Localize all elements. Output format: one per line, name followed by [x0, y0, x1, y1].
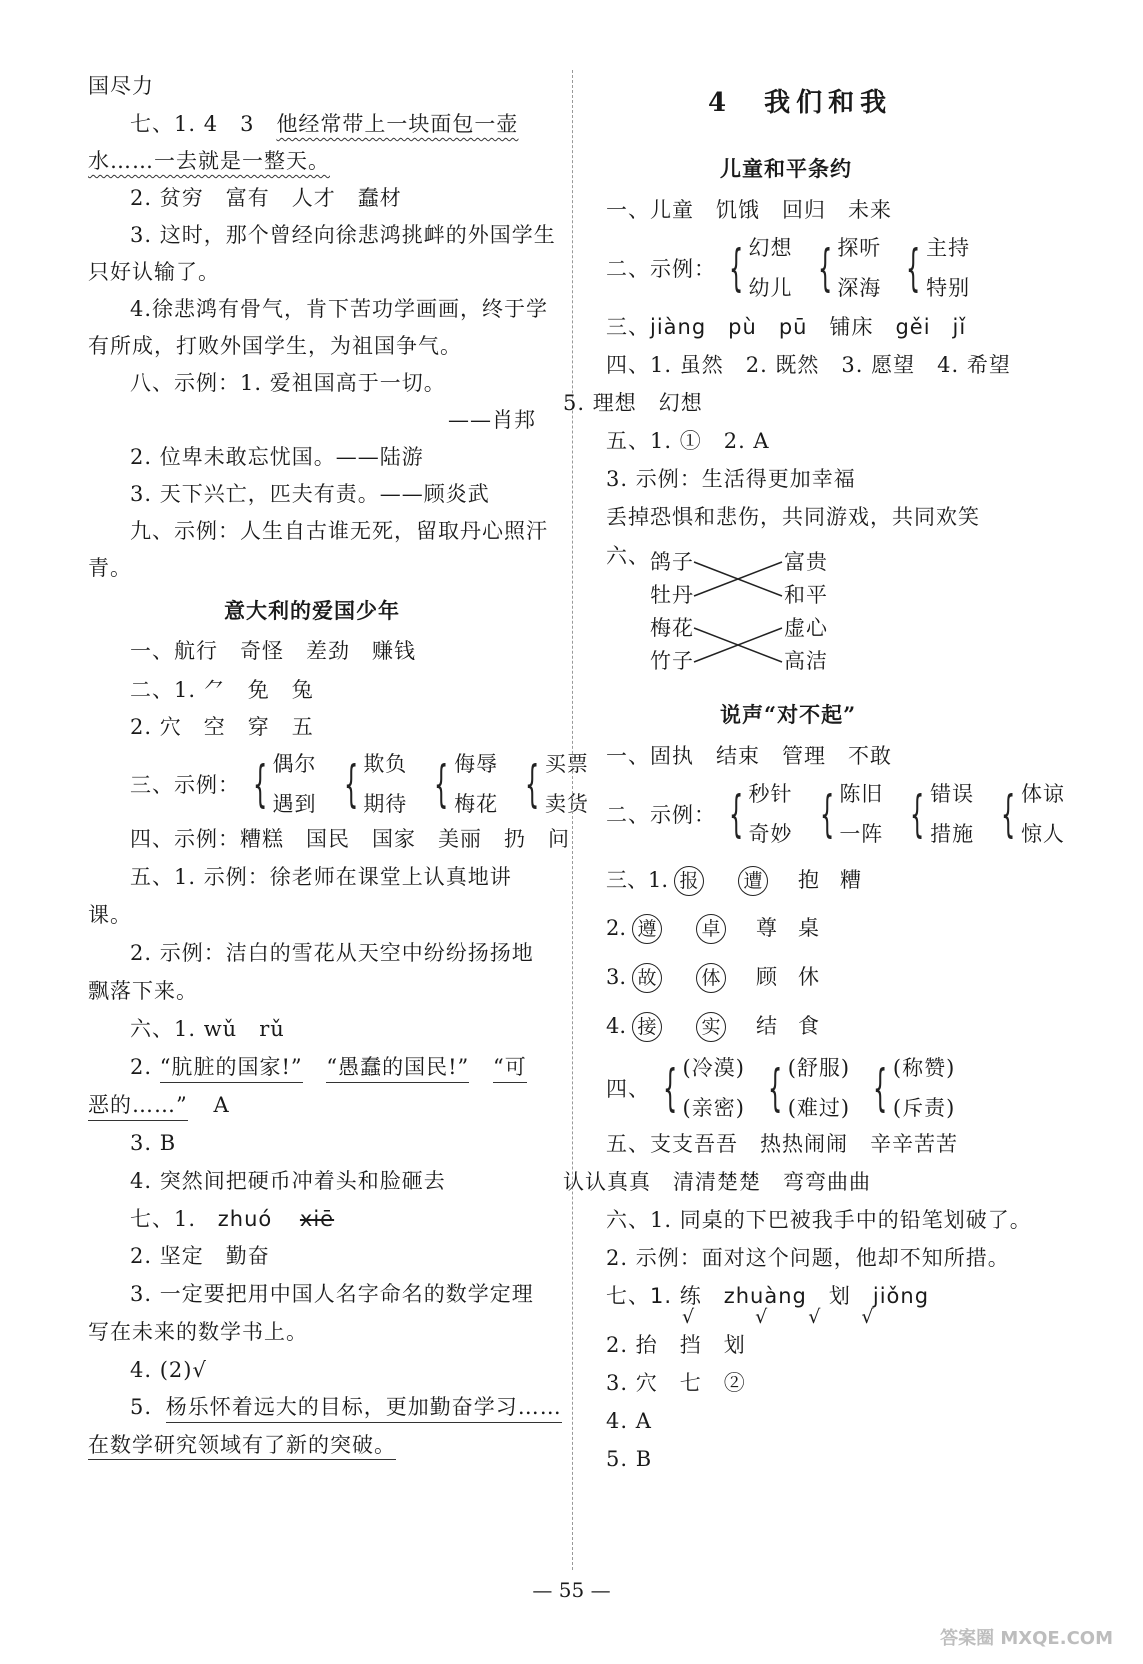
- pair-word: 体谅: [1020, 782, 1065, 806]
- watermark: 答案圈 MXQE.COM: [940, 1628, 1113, 1649]
- item-label: 三、1.: [606, 868, 669, 892]
- pair-word: 措施: [930, 822, 975, 846]
- underlined-text: 恶的……”: [88, 1093, 188, 1121]
- text-line: 七、1. 练 zhuàng 划 jiǒng: [606, 1284, 930, 1308]
- word-pair: [926, 228, 970, 308]
- column-divider: [572, 70, 573, 1570]
- word-pair: [788, 1048, 850, 1128]
- circled-character: 遭: [738, 866, 768, 896]
- word-pair: [1021, 774, 1065, 854]
- text-line: 认认真真 清清楚楚 弯弯曲曲: [563, 1170, 871, 1194]
- brace-group: [606, 774, 1087, 854]
- matching-word: 牡丹: [650, 583, 694, 607]
- text-line: 四、1. 虽然 2. 既然 3. 愿望 4. 希望: [606, 353, 1011, 377]
- text-line: 五、1. ① 2. A: [606, 429, 770, 453]
- text-span: A: [213, 1093, 230, 1117]
- text-line: [130, 1397, 562, 1418]
- section-title: 说声“对不起”: [720, 702, 857, 727]
- text-line: 5. B: [606, 1447, 653, 1471]
- text-line: 国尽力: [88, 74, 154, 98]
- word-pair: [930, 774, 974, 854]
- pair-word: 深海: [837, 276, 882, 300]
- word-pair: [273, 744, 317, 824]
- brace-icon: {: [728, 785, 744, 843]
- underlined-text: “肮脏的国家!”: [160, 1055, 303, 1083]
- brace-icon: {: [728, 239, 744, 297]
- section-title: 意大利的爱国少年: [224, 598, 400, 623]
- word-pair: [683, 1048, 745, 1128]
- text-line: 2. 示例：洁白的雪花从天空中纷纷扬扬地: [130, 941, 534, 965]
- text-line: 二、1. ⺈ 免 兔: [130, 678, 314, 702]
- text-span: 2.: [130, 1055, 153, 1079]
- item-label: 3.: [606, 965, 627, 989]
- word-pair: [363, 744, 407, 824]
- text-line: 九、示例：人生自古谁无死，留取丹心照汗: [130, 519, 548, 543]
- brace-icon: {: [525, 755, 540, 813]
- group-label: 二、示例：: [606, 257, 716, 281]
- text-line: [130, 114, 518, 135]
- matching-word: 虚心: [784, 616, 828, 640]
- unit-title: 4 我们和我: [708, 88, 893, 118]
- pair-word: 主持: [926, 236, 971, 260]
- page-number: — 55 —: [532, 1578, 611, 1602]
- text-line: 4.徐悲鸿有骨气，肯下苦功学画画，终于学: [130, 297, 549, 321]
- text-line: [130, 1209, 334, 1230]
- text-line: 3. 这时，那个曾经向徐悲鸿挑衅的外国学生: [130, 223, 556, 247]
- item-label: 2.: [606, 916, 627, 940]
- pair-word: 侮辱: [454, 752, 499, 776]
- text-line: 一、儿童 饥饿 回归 未来: [606, 198, 892, 222]
- text-line: 2. 坚定 勤奋: [130, 1244, 270, 1268]
- text-line: 课。: [88, 903, 132, 927]
- text-line: 3. B: [130, 1131, 177, 1155]
- brace-icon: {: [873, 1059, 888, 1117]
- pair-word: (冷漠): [682, 1056, 745, 1080]
- pair-word: 遇到: [272, 792, 317, 816]
- matching-label: 六、: [606, 544, 650, 568]
- matching-word: 高洁: [784, 649, 828, 673]
- pair-word: (称赞): [892, 1056, 956, 1080]
- brace-group: [606, 228, 990, 308]
- pair-word: 梅花: [454, 792, 499, 816]
- underlined-text: “愚蠢的国民!”: [326, 1055, 469, 1083]
- matching-word: 鸽子: [650, 550, 694, 574]
- text-line: 4. (2)√: [130, 1358, 207, 1382]
- brace-icon: {: [906, 239, 922, 297]
- pair-word: (舒服): [787, 1056, 851, 1080]
- text-line: 4. 突然间把硬币冲着头和脸砸去: [130, 1169, 446, 1193]
- pinyin-text: xiē: [299, 1207, 335, 1231]
- group-label: 三、示例：: [130, 773, 240, 797]
- text-line: 飘落下来。: [88, 979, 198, 1003]
- brace-icon: {: [1001, 785, 1016, 843]
- text-line: 2. 穴 空 穿 五: [130, 715, 314, 739]
- circled-character: 体: [696, 963, 726, 993]
- text-line: 只好认输了。: [88, 260, 220, 284]
- brace-icon: {: [343, 755, 359, 813]
- word-pair: [749, 228, 793, 308]
- text-line: 青。: [88, 556, 132, 580]
- attribution: ——肖邦: [448, 408, 536, 432]
- underlined-text: 在数学研究领域有了新的突破。: [88, 1435, 396, 1460]
- text-line: 五、1. 示例：徐老师在课堂上认真地讲: [130, 865, 512, 889]
- circled-character: 实: [696, 1012, 726, 1042]
- word-pair: [749, 774, 793, 854]
- text-line: 2. 位卑未敢忘忧国。——陆游: [130, 445, 424, 469]
- circled-character: 接: [632, 1012, 662, 1042]
- pinyin-text: zhuó: [217, 1207, 273, 1231]
- pair-word: 错误: [930, 782, 975, 806]
- text-line: [88, 1095, 230, 1116]
- text-span: 抱 糟: [798, 868, 862, 892]
- text-line: 五、支支吾吾 热热闹闹 辛辛苦苦: [606, 1132, 958, 1156]
- pair-word: 买票: [544, 752, 589, 776]
- word-pair: [893, 1048, 955, 1128]
- text-line: 一、航行 奇怪 差劲 赚钱: [130, 639, 416, 663]
- pair-word: 惊人: [1020, 822, 1065, 846]
- text-line: 5. 理想 幻想: [563, 391, 703, 415]
- pair-word: 探听: [837, 236, 882, 260]
- text-line: 2. 示例：面对这个问题，他却不知所措。: [606, 1246, 1010, 1270]
- pair-word: (亲密): [682, 1096, 745, 1120]
- circled-character: 卓: [696, 914, 726, 944]
- text-line: 2. 贫穷 富有 人才 蠢材: [130, 186, 402, 210]
- text-span: 七、1.: [130, 1207, 197, 1231]
- text-line: 三、jiàng pù pū 铺床 gěi jǐ: [606, 315, 967, 339]
- underlined-text: “可: [493, 1055, 527, 1083]
- brace-icon: {: [767, 1059, 783, 1117]
- pair-word: 幻想: [748, 236, 793, 260]
- pair-word: 期待: [363, 792, 408, 816]
- word-pair: [837, 228, 881, 308]
- circled-row: [606, 912, 819, 944]
- wavy-underlined-text: 水……一去就是一整天。: [88, 149, 330, 173]
- matching-word: 梅花: [650, 616, 694, 640]
- brace-icon: {: [910, 785, 926, 843]
- text-span: 顾 休: [756, 965, 820, 989]
- matching-word: 竹子: [650, 649, 694, 673]
- circled-row: [606, 1010, 819, 1042]
- matching-lines: [690, 548, 790, 678]
- text-span: 七、1. 4 3: [130, 112, 277, 136]
- text-line: 六、1. 同桌的下巴被我手中的铅笔划破了。: [606, 1208, 1032, 1232]
- circled-row: [606, 864, 861, 896]
- text-line: 一、固执 结束 管理 不敢: [606, 744, 892, 768]
- pair-word: 欺负: [363, 752, 408, 776]
- group-label: 四、: [606, 1077, 650, 1101]
- text-line: 3. 示例：生活得更加幸福: [606, 467, 856, 491]
- pair-word: 幼儿: [748, 276, 793, 300]
- item-label: 4.: [606, 1014, 627, 1038]
- brace-group: [130, 744, 611, 824]
- word-pair: [545, 744, 589, 824]
- matching-word: 和平: [784, 583, 828, 607]
- wavy-underlined-text: 他经常带上一块面包一壶: [276, 112, 519, 136]
- text-line: 写在未来的数学书上。: [88, 1320, 308, 1344]
- text-span: 尊 桌: [756, 916, 820, 940]
- brace-icon: {: [434, 755, 450, 813]
- tick-marks: √ √ √ √: [682, 1306, 875, 1328]
- pair-word: (斥责): [892, 1096, 956, 1120]
- brace-icon: {: [819, 785, 835, 843]
- text-line: 3. 一定要把用中国人名字命名的数学定理: [130, 1282, 534, 1306]
- circled-character: 报: [674, 866, 704, 896]
- section-title: 儿童和平条约: [720, 156, 852, 181]
- text-line: 四、示例：糟糕 国民 国家 美丽 扔 问: [130, 827, 570, 851]
- text-line: 八、示例：1. 爱祖国高于一切。: [130, 371, 446, 395]
- text-line: 3. 天下兴亡，匹夫有责。——顾炎武: [130, 482, 490, 506]
- pair-word: 一阵: [839, 822, 884, 846]
- text-line: 丢掉恐惧和悲伤，共同游戏，共同欢笑: [606, 505, 980, 529]
- text-line: 4. A: [606, 1409, 652, 1433]
- brace-icon: {: [662, 1059, 678, 1117]
- pair-word: 秒针: [748, 782, 793, 806]
- brace-icon: {: [252, 755, 268, 813]
- text-line: 2. 抬 挡 划: [606, 1333, 746, 1357]
- matching-word: 富贵: [784, 550, 828, 574]
- underlined-text: 杨乐怀着远大的目标，更加勤奋学习……: [166, 1395, 562, 1423]
- group-label: 二、示例：: [606, 803, 716, 827]
- word-pair: [454, 744, 498, 824]
- circled-row: [606, 961, 819, 993]
- circled-character: 故: [632, 963, 662, 993]
- word-pair: [839, 774, 883, 854]
- pair-word: 卖货: [544, 792, 589, 816]
- text-span: 结 食: [756, 1014, 820, 1038]
- pair-word: (难过): [787, 1096, 851, 1120]
- text-line: 3. 穴 七 ②: [606, 1371, 746, 1395]
- text-line: [130, 1057, 527, 1078]
- text-span: 5.: [130, 1395, 153, 1419]
- pair-word: 奇妙: [748, 822, 793, 846]
- text-line: 六、1. wǔ rǔ: [130, 1017, 285, 1041]
- pair-word: 偶尔: [272, 752, 317, 776]
- pair-word: 特别: [926, 276, 971, 300]
- pair-word: 陈旧: [839, 782, 884, 806]
- brace-group: [606, 1048, 973, 1128]
- brace-icon: {: [817, 239, 833, 297]
- text-line: 有所成，打败外国学生，为祖国争气。: [88, 334, 462, 358]
- circled-character: 遵: [632, 914, 662, 944]
